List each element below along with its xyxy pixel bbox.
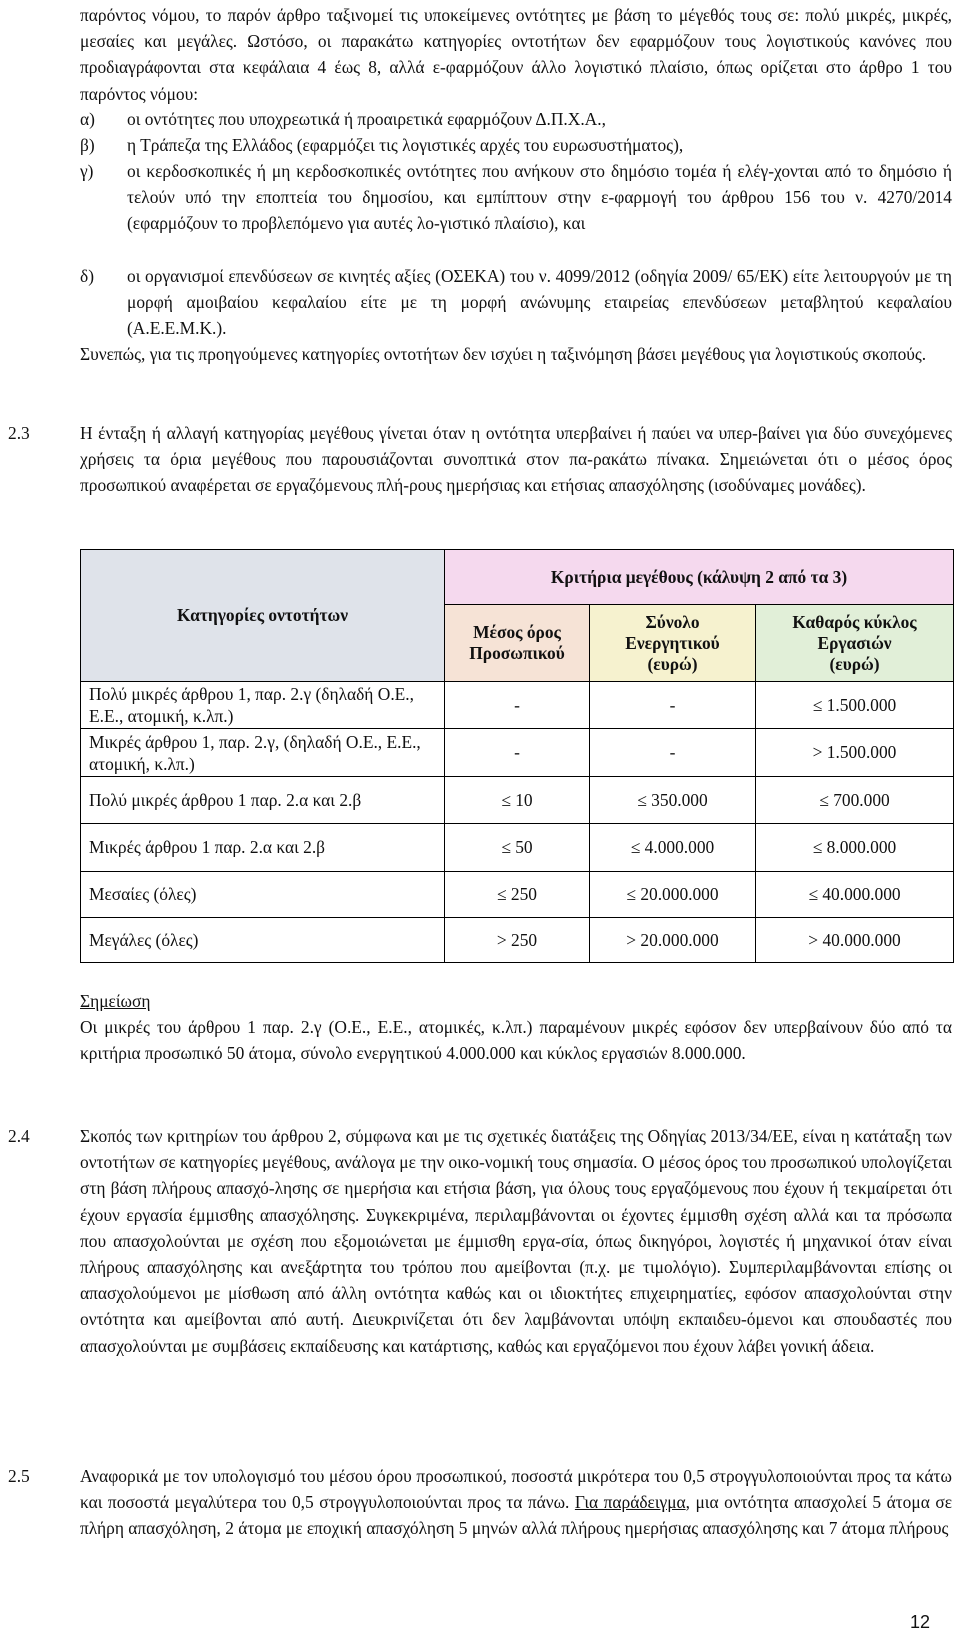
intro-paragraph: παρόντος νόμου, το παρόν άρθρο ταξινομεί τις υποκείμενες οντότητες με βάση το μέγεθός τους σε: πολύ μικρές, μικρές, μεσαίες και μεγάλες. Ωστόσο, οι παρακάτω κατηγορίες οντοτήτων δεν εφαρμόζουν τους λογιστικούς κανόνες που προδιαγράφονται στα κεφάλαια 4 έως 8, αλλά ε-φαρμόζουν άλλο λογιστικό πλαίσιο, όπως ορίζεται στο άρθρο 1 του παρόντος νόμου: <box>80 5 952 104</box>
conclusion-paragraph: Συνεπώς, για τις προηγούμενες κατηγορίες οντοτήτων δεν ισχύει η ταξινόμηση βάσει μεγέθους για λογιστικούς σκοπούς. <box>80 344 927 364</box>
row-assets: - <box>590 682 756 729</box>
list-item-b <box>80 132 952 158</box>
list-label: δ) <box>80 266 94 286</box>
list-label: α) <box>80 109 95 129</box>
row-assets: - <box>590 729 756 777</box>
table-header-row <box>81 550 954 605</box>
row-turnover: > 1.500.000 <box>756 729 954 777</box>
section-2-4 <box>8 1123 952 1359</box>
section-number: 2.5 <box>8 1466 30 1486</box>
row-staff: - <box>445 729 590 777</box>
section-text: Σκοπός των κριτηρίων του άρθρου 2, σύμφωνα και με τις σχετικές διατάξεις της Οδηγίας 2013/34/ΕΕ, είναι η κατάταξη των οντοτήτων σε κατηγορίες μεγέθους, ανάλογα με την οικο-νομική τους σημασία. Ο μέσος όρος του προσωπικού υπολογίζεται στη βάση πλήρους απασχό-λησης σε ημερήσια και ετήσια βάση, για όλους τους εργαζόμενους που έχουν ή τεκμαίρεται ότι έχουν εργασία έμμισθης απασχόλησης. Συγκεκριμένα, περιλαμβάνονται οι έχοντες έμμισθη σχέση αλλά και τα πρόσωπα που απασχολούνται με σχέση που εξομοιώνεται με έμμισθη εργα-σία, όπως δικηγόροι, λογιστές ή μηχανικοί όταν είναι πλήρους απασχόλησης και ανεξάρτητα του τρόπου που αμείβονται (π.χ. με τιμολόγιο). Συμπεριλαμβάνονται επίσης οι απασχολούμενοι με μίσθωση από άλλη οντότητα καθώς και οι ιδιοκτήτες επιχειρηματίες, εφόσον απασχολούνται στην οντότητα και αμείβονται από αυτή. Διευκρινίζεται ότι δεν λαμβάνονται υπόψη εκπαιδευ-όμενοι και σπουδαστές που απασχολούνται με συμβάσεις εκπαίδευσης και κατάρτισης, καθώς και εργαζόμενοι που έχουν λάβει γονική άδεια. <box>80 1126 952 1356</box>
example-label: Για παράδειγμα <box>574 1492 686 1513</box>
row-assets: ≤ 4.000.000 <box>590 824 756 872</box>
list-text: οι οντότητες που υποχρεωτικά ή προαιρετικά εφαρμόζουν Δ.Π.Χ.Α., <box>127 109 606 129</box>
table-row <box>81 824 954 872</box>
table-row <box>81 682 954 729</box>
table-row <box>81 872 954 918</box>
header-turnover: Καθαρός κύκλος Εργασιών (ευρώ) <box>756 605 954 682</box>
table-row <box>81 918 954 963</box>
header-criteria: Κριτήρια μεγέθους (κάλυψη 2 από τα 3) <box>445 550 954 605</box>
note-text: Οι μικρές του άρθρου 1 παρ. 2.γ (Ο.Ε., Ε.Ε., ατομικές, κ.λπ.) παραμένουν μικρές εφόσον δεν υπερβαίνουν δύο από τα κριτήρια προσωπικό 50 άτομα, σύνολο ενεργητικού 4.000.000 και κύκλος εργασιών 8.000.000. <box>80 1017 952 1064</box>
row-category: Μικρές άρθρου 1 παρ. 2.α και 2.β <box>81 824 445 872</box>
section-2-5 <box>8 1463 952 1542</box>
list-text: οι κερδοσκοπικές ή μη κερδοσκοπικές οντότητες που ανήκουν στο δημόσιο τομέα ή ελέγ-χονται από το δημόσιο ή τελούν υπό την εποπτεία του δημοσίου, και εμπίπτουν στην ε-φαρμογή του άρθρου 156 του ν. 4270/2014 (εφαρμόζουν το προβλεπόμενο για αυτές λο-γιστικό πλαίσιο), και <box>127 161 952 234</box>
list-label: β) <box>80 135 95 155</box>
row-turnover: ≤ 700.000 <box>756 777 954 824</box>
row-category: Μεσαίες (όλες) <box>81 872 445 918</box>
row-assets: ≤ 350.000 <box>590 777 756 824</box>
row-staff: > 250 <box>445 918 590 963</box>
row-category: Μεγάλες (όλες) <box>81 918 445 963</box>
row-assets: ≤ 20.000.000 <box>590 872 756 918</box>
list-item-d <box>80 263 952 342</box>
note-title: Σημείωση <box>80 991 151 1011</box>
size-criteria-table <box>80 549 954 963</box>
row-category: Πολύ μικρές άρθρου 1 παρ. 2.α και 2.β <box>81 777 445 824</box>
row-staff: ≤ 10 <box>445 777 590 824</box>
list-text: οι οργανισμοί επενδύσεων σε κινητές αξίες (ΟΣΕΚΑ) του ν. 4099/2012 (οδηγία 2009/ 65/ΕΚ) είτε λειτουργούν με τη μορφή αμοιβαίου κεφαλαίου είτε με τη μορφή ανώνυμης εταιρείας επενδύσεων μεταβλητού κεφαλαίου (Α.Ε.Ε.Μ.Κ.). <box>127 266 952 339</box>
list-text: η Τράπεζα της Ελλάδος (εφαρμόζει τις λογιστικές αρχές του ευρωσυστήματος), <box>127 135 684 155</box>
section-number: 2.4 <box>8 1126 30 1146</box>
section-2-3 <box>8 420 952 499</box>
row-staff: ≤ 50 <box>445 824 590 872</box>
row-staff: ≤ 250 <box>445 872 590 918</box>
row-category: Πολύ μικρές άρθρου 1, παρ. 2.γ (δηλαδή Ο.Ε., Ε.Ε., ατομική, κ.λπ.) <box>81 682 445 729</box>
row-turnover: > 40.000.000 <box>756 918 954 963</box>
page-number: 12 <box>909 1612 930 1632</box>
section-number: 2.3 <box>8 423 30 443</box>
list-label: γ) <box>80 161 94 181</box>
header-assets: Σύνολο Ενεργητικού (ευρώ) <box>590 605 756 682</box>
row-turnover: ≤ 8.000.000 <box>756 824 954 872</box>
row-category: Μικρές άρθρου 1, παρ. 2.γ, (δηλαδή Ο.Ε., Ε.Ε., ατομική, κ.λπ.) <box>81 729 445 777</box>
table-row <box>81 777 954 824</box>
header-categories: Κατηγορίες οντοτήτων <box>81 550 445 682</box>
row-turnover: ≤ 1.500.000 <box>756 682 954 729</box>
header-staff: Μέσος όρος Προσωπικού <box>445 605 590 682</box>
list-item-a <box>80 106 952 132</box>
list-item-c <box>80 158 952 237</box>
section-text: Αναφορικά με τον υπολογισμό του μέσου όρου προσωπικού, ποσοστά μικρότερα του 0,5 στρογγυλοποιούνται προς τα κάτω και ποσοστά μεγαλύτερα του 0,5 στρογγυλοποιούνται προς τα πάνω. Για παράδειγμα, μια οντότητα απασχολεί 5 άτομα σε πλήρη απασχόληση, 2 άτομα με εποχική απασχόληση 5 μηνών αλλά πλήρους ημερήσιας απασχόλησης και 7 άτομα πλήρους <box>80 1466 952 1539</box>
row-assets: > 20.000.000 <box>590 918 756 963</box>
section-text: Η ένταξη ή αλλαγή κατηγορίας μεγέθους γίνεται όταν η οντότητα υπερβαίνει ή παύει να υπερ-βαίνει για δύο συνεχόμενες χρήσεις τα όρια μεγέθους που παρουσιάζονται συνοπτικά στον πα-ρακάτω πίνακα. Σημειώνεται ότι ο μέσος όρος προσωπικού αναφέρεται σε εργαζόμενους πλή-ρους ημερήσιας και ετήσιας απασχόλησης (ισοδύναμες μονάδες). <box>80 423 952 496</box>
row-turnover: ≤ 40.000.000 <box>756 872 954 918</box>
row-staff: - <box>445 682 590 729</box>
table-row <box>81 729 954 777</box>
